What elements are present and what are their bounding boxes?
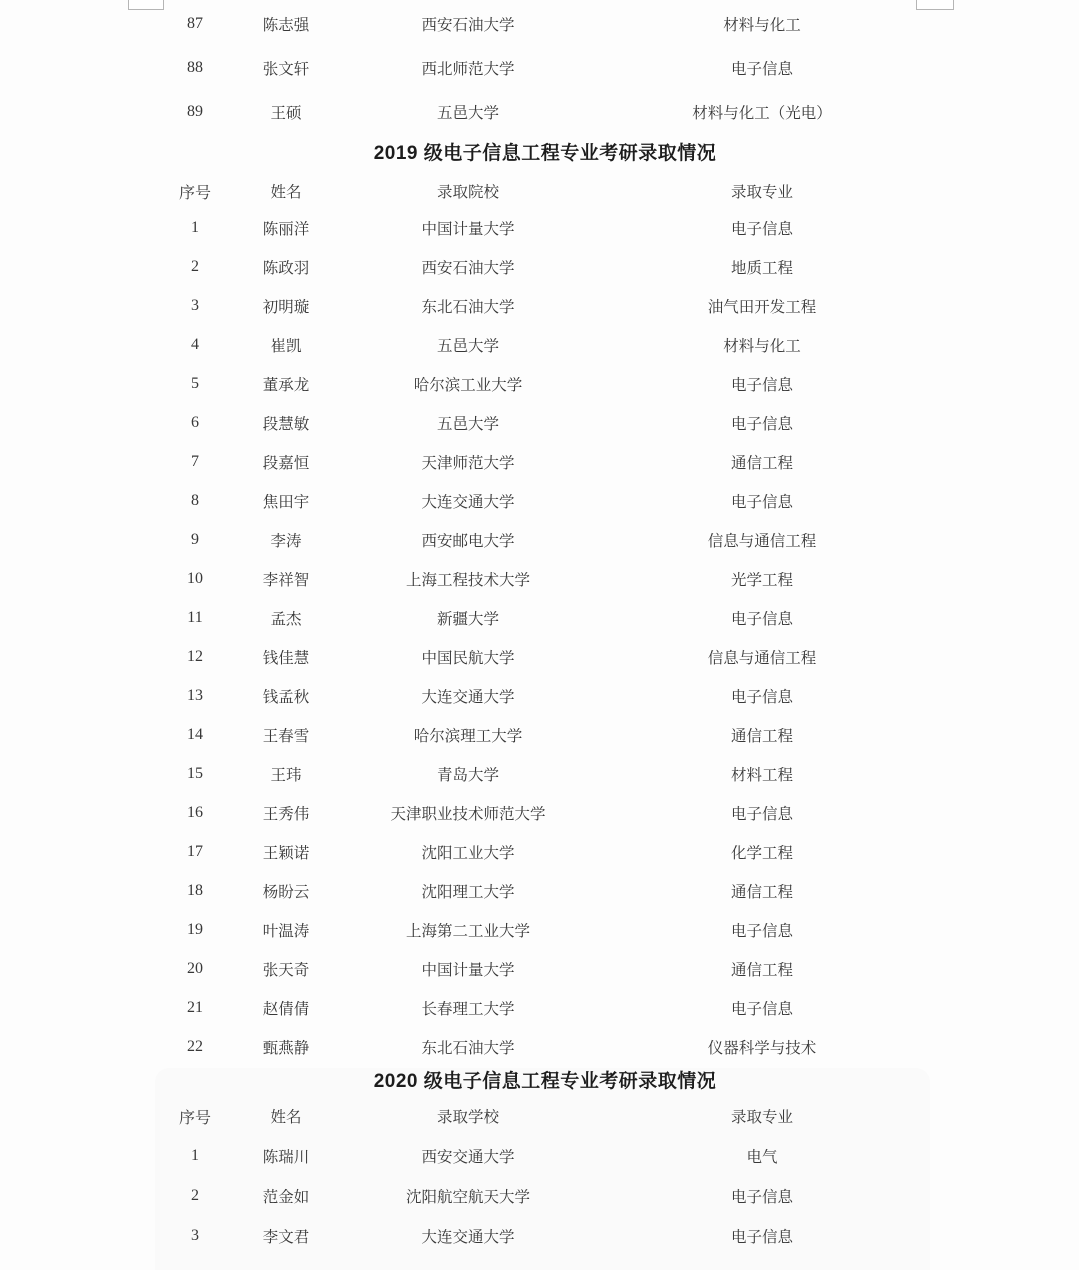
table-cell-name: 赵倩倩 bbox=[262, 1000, 310, 1018]
column-header-name: 姓名 bbox=[270, 184, 302, 201]
table-cell-major: 电子信息 bbox=[730, 688, 793, 706]
table-cell-no: 19 bbox=[187, 920, 203, 938]
table-cell-school: 沈阳工业大学 bbox=[421, 844, 515, 862]
table-row bbox=[160, 1176, 930, 1216]
column-header-major: 录取专业 bbox=[730, 184, 793, 201]
table-cell-no: 3 bbox=[191, 1227, 199, 1244]
table-cell-major: 信息与通信工程 bbox=[707, 532, 817, 550]
page-break-corner-left bbox=[128, 0, 164, 10]
table-cell-no: 3 bbox=[191, 296, 199, 314]
table-row bbox=[160, 403, 930, 442]
table-cell-major: 电子信息 bbox=[730, 1189, 793, 1206]
table-cell-name: 陈志强 bbox=[262, 17, 310, 34]
table-cell-no: 15 bbox=[187, 764, 203, 782]
table-cell-no: 2 bbox=[191, 1187, 199, 1204]
table-cell-no: 9 bbox=[191, 530, 199, 548]
table-cell-school: 上海第二工业大学 bbox=[405, 922, 530, 940]
table-row bbox=[160, 988, 930, 1027]
table-previous-tail bbox=[160, 2, 930, 134]
table-cell-school: 新疆大学 bbox=[436, 610, 499, 628]
table-cell-school: 沈阳理工大学 bbox=[421, 883, 515, 901]
table-cell-major: 通信工程 bbox=[730, 727, 793, 745]
table-cell-school: 中国民航大学 bbox=[421, 649, 515, 667]
table-cell-school: 哈尔滨工业大学 bbox=[413, 376, 523, 394]
table-cell-school: 天津职业技术师范大学 bbox=[390, 805, 546, 823]
table-cell-major: 电气 bbox=[746, 1149, 778, 1166]
table-row bbox=[160, 1216, 930, 1256]
table-cell-no: 11 bbox=[187, 608, 203, 626]
table-cell-school: 五邑大学 bbox=[436, 105, 499, 122]
table-cell-major: 材料工程 bbox=[730, 766, 793, 784]
table-cell-major: 通信工程 bbox=[730, 454, 793, 472]
table-cell-name: 张天奇 bbox=[262, 961, 310, 979]
table-cell-school: 西安邮电大学 bbox=[421, 532, 515, 550]
table-cell-major: 材料与化工 bbox=[723, 17, 801, 34]
table-cell-name: 段嘉恒 bbox=[262, 454, 310, 472]
admission-tables bbox=[160, 0, 930, 1270]
table-row bbox=[160, 90, 930, 134]
table-cell-major: 电子信息 bbox=[730, 610, 793, 628]
table-row bbox=[160, 46, 930, 90]
table-cell-school: 西安交通大学 bbox=[421, 1149, 515, 1166]
table-cell-name: 王玮 bbox=[270, 766, 302, 784]
table-cell-name: 王秀伟 bbox=[262, 805, 310, 823]
table-cell-no: 87 bbox=[187, 15, 203, 32]
table-cell-no: 5 bbox=[191, 374, 199, 392]
table-row bbox=[160, 715, 930, 754]
table-cell-major: 电子信息 bbox=[730, 922, 793, 940]
table-cell-major: 通信工程 bbox=[730, 961, 793, 979]
section-2019-title: 2019 级电子信息工程专业考研录取情况 bbox=[373, 143, 717, 164]
table-cell-no: 17 bbox=[187, 842, 203, 860]
table-row bbox=[160, 598, 930, 637]
table-cell-no: 12 bbox=[187, 647, 203, 665]
table-cell-no: 20 bbox=[187, 959, 203, 977]
table-cell-major: 电子信息 bbox=[730, 415, 793, 433]
table-cell-no: 10 bbox=[187, 569, 203, 587]
table-cell-name: 段慧敏 bbox=[262, 415, 310, 433]
table-cell-name: 钱孟秋 bbox=[262, 688, 310, 706]
table-cell-no: 2 bbox=[191, 257, 199, 275]
table-cell-major: 电子信息 bbox=[730, 376, 793, 394]
table-row bbox=[160, 286, 930, 325]
table-cell-major: 电子信息 bbox=[730, 61, 793, 78]
table-cell-no: 4 bbox=[191, 335, 199, 353]
table-cell-school: 青岛大学 bbox=[436, 766, 499, 784]
table-2020-rows bbox=[160, 1136, 930, 1256]
table-row bbox=[160, 949, 930, 988]
table-cell-name: 李祥智 bbox=[262, 571, 310, 589]
table-cell-no: 1 bbox=[191, 1147, 199, 1164]
table-cell-name: 王春雪 bbox=[262, 727, 310, 745]
table-cell-no: 22 bbox=[187, 1037, 203, 1055]
table-cell-name: 甄燕静 bbox=[262, 1039, 310, 1057]
table-cell-major: 地质工程 bbox=[730, 259, 793, 277]
table-cell-name: 陈瑞川 bbox=[262, 1149, 310, 1166]
table-cell-school: 东北石油大学 bbox=[421, 298, 515, 316]
table-cell-major: 电子信息 bbox=[730, 220, 793, 238]
table-cell-name: 焦田宇 bbox=[262, 493, 310, 511]
table-cell-no: 8 bbox=[191, 491, 199, 509]
table-row bbox=[160, 637, 930, 676]
table-row bbox=[160, 910, 930, 949]
column-header-name: 姓名 bbox=[270, 1109, 302, 1126]
table-cell-no: 13 bbox=[187, 686, 203, 704]
table-cell-no: 16 bbox=[187, 803, 203, 821]
table-cell-name: 王硕 bbox=[270, 105, 302, 122]
table-row bbox=[160, 754, 930, 793]
table-2019-header-row bbox=[160, 174, 930, 208]
table-row bbox=[160, 832, 930, 871]
table-cell-name: 张文轩 bbox=[262, 61, 310, 78]
table-cell-school: 西北师范大学 bbox=[421, 61, 515, 78]
table-cell-school: 上海工程技术大学 bbox=[405, 571, 530, 589]
table-cell-no: 7 bbox=[191, 452, 199, 470]
table-row bbox=[160, 676, 930, 715]
table-cell-school: 五邑大学 bbox=[436, 415, 499, 433]
table-cell-no: 88 bbox=[187, 59, 203, 76]
table-cell-major: 光学工程 bbox=[730, 571, 793, 589]
table-cell-name: 崔凯 bbox=[270, 337, 302, 355]
table-cell-name: 陈政羽 bbox=[262, 259, 310, 277]
table-row bbox=[160, 520, 930, 559]
table-cell-no: 6 bbox=[191, 413, 199, 431]
table-row bbox=[160, 559, 930, 598]
table-cell-name: 董承龙 bbox=[262, 376, 310, 394]
table-cell-name: 范金如 bbox=[262, 1189, 310, 1206]
table-row bbox=[160, 2, 930, 46]
table-cell-school: 中国计量大学 bbox=[421, 961, 515, 979]
table-row bbox=[160, 871, 930, 910]
table-cell-school: 大连交通大学 bbox=[421, 493, 515, 511]
table-cell-school: 天津师范大学 bbox=[421, 454, 515, 472]
table-cell-major: 通信工程 bbox=[730, 883, 793, 901]
table-cell-school: 大连交通大学 bbox=[421, 1229, 515, 1246]
section-2020 bbox=[155, 1068, 930, 1270]
table-row bbox=[160, 1136, 930, 1176]
section-2020-title: 2020 级电子信息工程专业考研录取情况 bbox=[373, 1071, 717, 1092]
table-cell-major: 材料与化工（光电） bbox=[692, 105, 832, 122]
table-cell-school: 长春理工大学 bbox=[421, 1000, 515, 1018]
table-cell-no: 14 bbox=[187, 725, 203, 743]
table-row bbox=[160, 364, 930, 403]
table-2020-header-row bbox=[160, 1096, 930, 1136]
table-cell-no: 89 bbox=[187, 103, 203, 120]
table-cell-no: 18 bbox=[187, 881, 203, 899]
table-cell-major: 电子信息 bbox=[730, 1000, 793, 1018]
table-cell-major: 仪器科学与技术 bbox=[707, 1039, 817, 1057]
column-header-no: 序号 bbox=[178, 184, 211, 202]
table-cell-name: 叶温涛 bbox=[262, 922, 310, 940]
table-row bbox=[160, 793, 930, 832]
table-row bbox=[160, 481, 930, 520]
table-cell-no: 21 bbox=[187, 998, 203, 1016]
table-cell-school: 哈尔滨理工大学 bbox=[413, 727, 523, 745]
table-cell-name: 杨盼云 bbox=[262, 883, 310, 901]
table-cell-name: 李涛 bbox=[270, 532, 302, 550]
table-row bbox=[160, 442, 930, 481]
table-cell-school: 西安石油大学 bbox=[421, 17, 515, 34]
column-header-no: 序号 bbox=[178, 1109, 211, 1127]
table-row bbox=[160, 1027, 930, 1066]
table-row bbox=[160, 247, 930, 286]
table-cell-major: 电子信息 bbox=[730, 493, 793, 511]
table-cell-school: 西安石油大学 bbox=[421, 259, 515, 277]
table-cell-school: 五邑大学 bbox=[436, 337, 499, 355]
table-2019-rows bbox=[160, 208, 930, 1066]
table-row bbox=[160, 208, 930, 247]
table-cell-school: 沈阳航空航天大学 bbox=[405, 1189, 530, 1206]
table-cell-school: 中国计量大学 bbox=[421, 220, 515, 238]
table-cell-major: 电子信息 bbox=[730, 805, 793, 823]
table-cell-name: 钱佳慧 bbox=[262, 649, 310, 667]
table-cell-school: 大连交通大学 bbox=[421, 688, 515, 706]
table-cell-name: 孟杰 bbox=[270, 610, 302, 628]
table-cell-no: 1 bbox=[191, 218, 199, 236]
column-header-major: 录取专业 bbox=[730, 1109, 793, 1126]
table-cell-major: 信息与通信工程 bbox=[707, 649, 817, 667]
table-row bbox=[160, 325, 930, 364]
column-header-school: 录取学校 bbox=[436, 1109, 499, 1126]
table-cell-name: 李文君 bbox=[262, 1229, 310, 1246]
table-cell-name: 王颖诺 bbox=[262, 844, 310, 862]
table-cell-major: 油气田开发工程 bbox=[707, 298, 817, 316]
table-cell-school: 东北石油大学 bbox=[421, 1039, 515, 1057]
table-cell-name: 陈丽洋 bbox=[262, 220, 310, 238]
table-cell-major: 材料与化工 bbox=[723, 337, 801, 355]
section-2019 bbox=[160, 134, 930, 1066]
table-cell-name: 初明璇 bbox=[262, 298, 310, 316]
column-header-school: 录取院校 bbox=[436, 184, 499, 201]
table-cell-major: 电子信息 bbox=[730, 1229, 793, 1246]
table-cell-major: 化学工程 bbox=[730, 844, 793, 862]
